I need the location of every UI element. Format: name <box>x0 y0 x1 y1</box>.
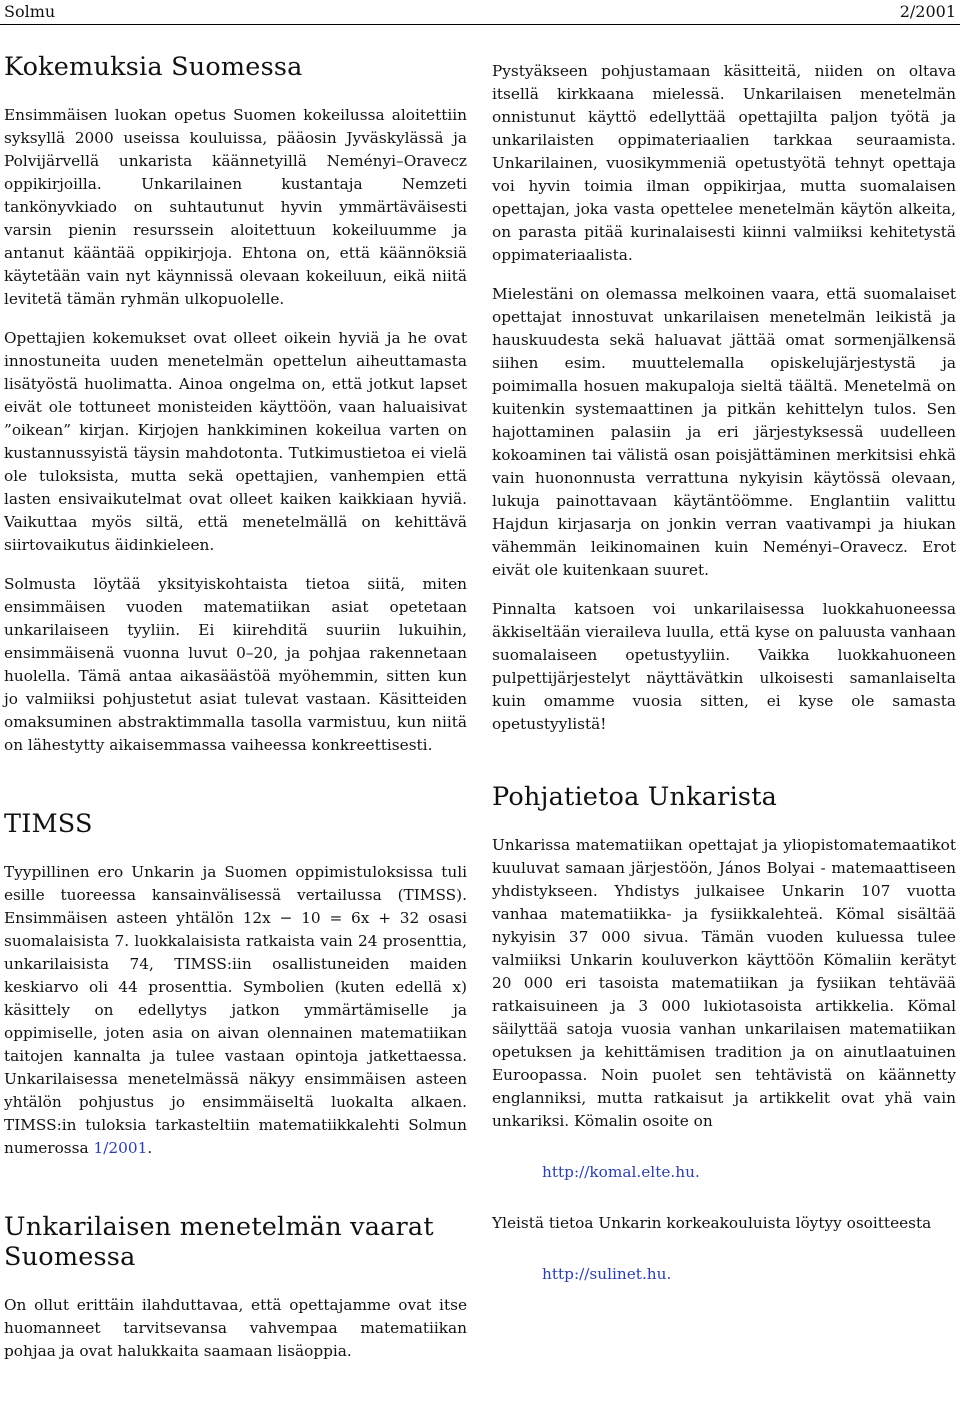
paragraph: Solmusta löytää yksityiskohtaista tietoa siitä, miten ensimmäisen vuoden matematiikan asiat opetetaan unkarilaiseen tyyliin. Ei kiirehditä suuriin lukuihin, ensimmäisenä vuonna luvut 0–20, ja pohjaa rakennetaan huolella. Tämä antaa aikasäästöä myöhemmin, sitten kun jo valmiiksi pohjustetut asiat tulevat vastaan. Käsitteiden omaksuminen abstraktimmalla tasolla varmistuu, kun niitä on lähestytty aikaisemmassa vaiheessa konkreettisesti. <box>4 575 467 754</box>
issue-number: 2/2001 <box>899 2 956 21</box>
right-column <box>492 60 956 1286</box>
paragraph: Mielestäni on olemassa melkoinen vaara, että suomalaiset opettajat innostuvat unkarilaisen menetelmän leikistä ja hauskuudesta sekä haluavat jättää omat sormenjälkensä siihen esim. muuttelemalla opiskelujärjestystä ja poimimalla hosuen makupaloja sieltä täältä. Menetelmä on kuitenkin systemaattinen ja pitkän kehittelyn tulos. Sen hajottaminen palasiin ja eri järjestyksessä uudelleen kokoaminen tai välistä osan poisjättäminen merkitsisi ehkä vain huononnusta verrattuna nykyisin käytössä olevaan, lukuja painottavaan käytäntöömme. Englantiin valittu Hajdun kirjasarja on jonkin verran vaativampi ja hiukan vähemmän leikinomainen kuin Neményi–Oravecz. Erot eivät ole kuitenkaan suuret. <box>492 285 956 579</box>
section-title-vaarat: Unkarilaisen menetelmän vaarat Suomessa <box>4 1212 434 1272</box>
paragraph: Pinnalta katsoen voi unkarilaisessa luokkahuoneessa äkkiseltään vieraileva luulla, että kyse on paluusta vanhaan suomalaiseen opetustyyliin. Vaikka luokkahuoneen pulpettijärjestelyt näyttävätkin ulkoisesti samanlaiselta kuin omamme vuosia sitten, ei kyse ole samasta opetustyylistä! <box>492 600 956 733</box>
issue-link[interactable]: 1/2001 <box>93 1139 148 1157</box>
paragraph: Ensimmäisen luokan opetus Suomen kokeilussa aloitettiin syksyllä 2000 useissa kouluissa, pääosin Jyväskylässä ja Polvijärvellä unkarista käännetyillä Neményi–Oravecz oppikirjoilla. Unkarilainen kustantaja Nemzeti tankönyvkiado on suhtautunut hyvin ymmärtäväisesti varsin pienin resurssein aloitettuun kokeiluumme ja antanut kääntää oppikirjoja. Ehtona on, että käännöksiä käytetään vain nyt käynnissä olevaan kokeiluun, eikä niitä levitetä tämän ryhmän ulkopuolelle. <box>4 106 467 308</box>
paragraph: Pystyäkseen pohjustamaan käsitteitä, niiden on oltava itsellä kirkkaana mielessä. Unkarilaisen menetelmän onnistunut käyttö edellyttää opettajilta paljon työtä ja unkarilaisten oppimateriaalien tarkkaa seuraamista. Unkarilainen, vuosikymmeniä opetustyötä tehnyt opettaja voi hyvin toimia ilman oppikirjaa, mutta suomalaisen opettajan, joka vasta opettelee menetelmän käytön alkeita, on parasta pitää kurinalaisesti kiinni valmiiksi kehitetystä oppimateriaalista. <box>492 62 956 264</box>
komal-link[interactable]: http://komal.elte.hu. <box>542 1163 700 1181</box>
journal-name: Solmu <box>4 2 56 21</box>
section-title-pohjatietoa: Pohjatietoa Unkarista <box>492 782 778 812</box>
paragraph-text: Tyypillinen ero Unkarin ja Suomen oppimistuloksissa tuli esille tuoreessa kansainvälisessä vertailussa (TIMSS). Ensimmäisen asteen yhtälön 12x − 10 = 6x + 32 osasi suomalaisista 7. luokkalaisista ratkaista vain 24 prosenttia, unkarilaisista 74, TIMSS:iin osallistuneiden maiden keskiarvo oli 44 prosenttia. Symbolien (kuten edellä x) käsittely on edellytys jatkon ymmärtämiselle ja oppimiselle, joten asia on aivan olennainen matematiikan taitojen kannalta ja tulee vastaan opintoja jatkettaessa. Unkarilaisessa menetelmässä näkyy ensimmäisen asteen yhtälön pohjustus jo ensimmäiseltä luokalta alkaen. TIMSS:in tuloksia tarkasteltiin matematiikkalehti Solmun numerossa <box>4 863 467 1157</box>
paragraph: Opettajien kokemukset ovat olleet oikein hyviä ja he ovat innostuneita uuden menetelmän opettelun aiheuttamasta lisätyöstä huolimatta. Ainoa ongelma on, että jotkut lapset eivät ole tottuneet monisteiden käyttöön, vaan haluaisivat ”oikean” kirjan. Kirjojen hankkiminen kokeilua varten on kustannussyistä täysin mahdotonta. Tutkimustietoa ei vielä ole tuloksista, mutta sekä opettajien, vanhempien että lasten ensivaikutelmat ovat olleet kaiken kaikkiaan hyviä. Vaikuttaa myös siltä, että menetelmällä on kehittävä siirtovaikutus äidinkieleen. <box>4 329 467 554</box>
left-column <box>4 52 467 1363</box>
paragraph: Yleistä tietoa Unkarin korkeakouluista löytyy osoitteesta <box>492 1214 932 1232</box>
sulinet-link[interactable]: http://sulinet.hu. <box>542 1265 672 1283</box>
paragraph: Unkarissa matematiikan opettajat ja yliopistomatemaatikot kuuluvat samaan järjestöön, János Bolyai - matemaattiseen yhdistykseen. Yhdistys julkaisee Unkarin 107 vuotta vanhaa matematiikka- ja fysiikkalehteä. Kömal sisältää nykyisin 37 000 sivua. Tämän vuoden kuluessa tulee valmiiksi Unkarin kouluverkon käyttöön Kömaliin kerätyt 20 000 eri tasoista matematiikan ja fysiikan tehtävää ratkaisuineen ja 3 000 lukiotasoista artikkelia. Kömal säilyttää satoja vuosia vanhan unkarilaisen matematiikan opetuksen ja kehittämisen tradition ja on ainutlaatuinen Euroopassa. Noin puolet sen tehtävistä on käännetty englanniksi, mutta ratkaisut ja artikkelit ovat yhä vain unkariksi. Kömalin osoite on <box>492 836 956 1130</box>
paragraph-timss <box>4 861 467 1160</box>
url-line <box>492 1161 956 1184</box>
running-header <box>0 0 960 25</box>
url-line <box>492 1263 956 1286</box>
period: . <box>147 1139 153 1157</box>
paragraph: On ollut erittäin ilahduttavaa, että opettajamme ovat itse huomanneet tarvitsevansa vahvempaa matematiikan pohjaa ja ovat halukkaita saamaan lisäoppia. <box>4 1296 467 1360</box>
section-title-timss: TIMSS <box>4 809 93 839</box>
section-title-kokemuksia: Kokemuksia Suomessa <box>4 52 303 82</box>
